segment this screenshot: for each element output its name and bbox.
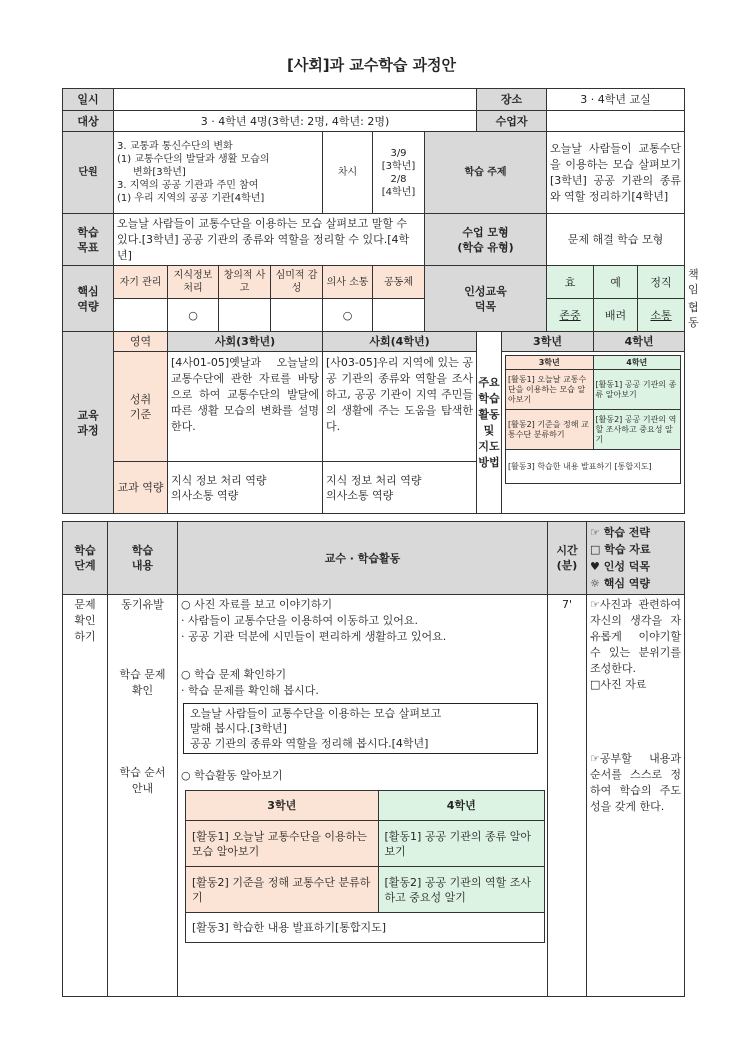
- competency-item: 창의적 사고: [219, 266, 271, 299]
- main-label-char: 학습: [478, 391, 500, 405]
- subject-competency-line: 의사소통 역량: [171, 488, 239, 502]
- stage-header: [63, 522, 108, 595]
- character-virtue-label: [425, 266, 547, 332]
- standard-grade3: [4사01-05]옛날과 오늘날의 교통수단에 관한 자료를 바탕으로 하여 교통수단의 발달에 따른 생활 모습의 변화를 설명한다.: [168, 352, 323, 462]
- competency-label-line: 역량: [77, 299, 99, 313]
- period-line: [3학년]: [381, 160, 416, 172]
- time-header: [548, 522, 587, 595]
- order-activity3: [활동3] 학습한 내용 발표하기[통합지도]: [186, 913, 545, 943]
- teacher-value: [547, 111, 685, 132]
- activity-order-table: [185, 790, 545, 943]
- virtue-label-line: 인성교육: [464, 284, 507, 298]
- unit-content: [114, 132, 323, 214]
- content-problem: 학습 문제: [119, 668, 166, 681]
- goal-label-line: 학습: [77, 225, 99, 239]
- main-label-char: 및: [483, 423, 495, 437]
- competency-label: [63, 266, 114, 332]
- legend-virtue: ♥ 인성 덕목: [590, 560, 651, 573]
- time-cell: 7': [548, 595, 587, 997]
- model-label-line: 수업 모형: [462, 225, 509, 239]
- date-value: [114, 89, 477, 111]
- model-value: 문제 해결 학습 모형: [547, 214, 685, 266]
- place-label: 장소: [477, 89, 547, 111]
- competency-mark: [373, 299, 425, 332]
- page-title: [사회]과 교수학습 과정안: [286, 56, 457, 74]
- theme-value: 오늘날 사람들이 교통수단을 이용하는 모습 살펴보기[3학년] 공공 기관의 종류와 역할 정리하기[4학년]: [547, 132, 685, 214]
- goal-label-line: 목표: [77, 240, 99, 254]
- legend-strategy: ☞ 학습 전략: [590, 526, 651, 539]
- virtue-item: 배려: [594, 299, 638, 332]
- mini-grade4-activity1: [활동1] 공공 기관의 종류 알아보기: [593, 370, 681, 410]
- competency-item: 심미적 감성: [271, 266, 323, 299]
- theme-label: 학습 주제: [425, 132, 547, 214]
- legend-competency: ☼ 핵심 역량: [590, 577, 651, 590]
- stage-header-line: 학습: [74, 544, 96, 557]
- competency-mark: ○: [168, 299, 219, 332]
- order-grade4-activity2: [활동2] 공공 기관의 역할 조사하고 중요성 알기: [378, 867, 545, 913]
- order-grade3-activity2: [활동2] 기준을 정해 교통수단 분류하기: [186, 867, 379, 913]
- time-header-line: (분): [556, 559, 578, 572]
- activity-line: · 사람들이 교통수단을 이용하여 이동하고 있어요.: [181, 614, 418, 627]
- place-value: 3 · 4학년 교실: [547, 89, 685, 111]
- legend-material: □ 학습 자료: [590, 543, 651, 556]
- activity-summary-cell: [502, 352, 685, 514]
- date-label: 일시: [63, 89, 114, 111]
- competency-label-line: 핵심: [77, 284, 99, 298]
- virtue-label-line: 덕목: [474, 299, 497, 313]
- virtue-item: 정직: [638, 266, 685, 299]
- mini-grade4-header: 4학년: [593, 356, 681, 370]
- order-grade3-header: 3학년: [186, 791, 379, 821]
- competency-item: 공동체: [373, 266, 425, 299]
- grade3-header: 3학년: [502, 332, 594, 352]
- col-grade3-header: 사회(3학년): [168, 332, 323, 352]
- subject-competency-line: 지식 정보 처리 역량: [326, 473, 422, 487]
- unit-label: 단원: [63, 132, 114, 214]
- mini-grade3-header: 3학년: [506, 356, 594, 370]
- activity-summary-table: [505, 355, 681, 484]
- content-header-line: 내용: [131, 559, 154, 572]
- order-grade4-activity1: [활동1] 공공 기관의 종류 알아보기: [378, 821, 545, 867]
- note-strategy: ☞사진과 관련하여 자신의 생각을 자유롭게 이야기할 수 있는 분위기를 조성한다.: [590, 598, 681, 675]
- note-strategy: ☞공부할 내용과 순서를 스스로 정하여 학습의 주도성을 갖게 한다.: [590, 752, 681, 813]
- activity-header: 교수 · 학습활동: [178, 522, 548, 595]
- teacher-label: 수업자: [477, 111, 547, 132]
- content-motivation: 동기유발: [121, 598, 164, 611]
- period-label: 차시: [323, 132, 373, 214]
- subject-competency-line: 지식 정보 처리 역량: [171, 473, 267, 487]
- main-activity-label: [477, 332, 502, 514]
- mini-grade4-activity2: [활동2] 공공 기관의 역할 조사하고 중요성 알기: [593, 410, 681, 450]
- period-line: 2/8: [390, 173, 407, 185]
- process-label-line: 과정: [77, 423, 99, 437]
- stage-line: 확인: [74, 614, 96, 627]
- stage-line: 하기: [74, 630, 96, 643]
- unit-line: 3. 지역의 공공 기관과 주민 참여: [117, 180, 259, 191]
- virtue-item-selected: 존중: [547, 299, 594, 332]
- stage-line: 문제: [74, 598, 96, 611]
- competency-item: 의사 소통: [323, 266, 373, 299]
- mini-grade3-activity1: [활동1] 오늘날 교통수단을 이용하는 모습 알아보기: [506, 370, 594, 410]
- stage-cell: [63, 595, 108, 997]
- activity-line: · 학습 문제를 확인해 봅시다.: [181, 684, 319, 697]
- standard-label-line: 기준: [129, 407, 152, 421]
- target-label: 대상: [63, 111, 114, 132]
- virtue-item: 예: [594, 266, 638, 299]
- subject-competency-grade4: [323, 462, 477, 514]
- problem-line: 공공 기관의 종류와 역할을 정리해 봅시다.[4학년]: [190, 737, 429, 750]
- area-label: 영역: [114, 332, 168, 352]
- process-label-line: 교육: [77, 408, 99, 422]
- activity-line: ○ 학습활동 알아보기: [181, 769, 283, 782]
- unit-line: (1) 교통수단의 발달과 생활 모습의: [117, 154, 270, 165]
- col-grade4-header: 사회(4학년): [323, 332, 477, 352]
- period-value: [373, 132, 425, 214]
- goal-label: [63, 214, 114, 266]
- goal-text: 오늘날 사람들이 교통수단을 이용하는 모습 살펴보고 말할 수 있다.[3학년] 공공 기관의 종류와 역할을 정리할 수 있다.[4학년]: [114, 214, 425, 266]
- order-grade3-activity1: [활동1] 오늘날 교통수단을 이용하는 모습 알아보기: [186, 821, 379, 867]
- problem-box: [183, 703, 538, 754]
- teaching-activity-table: [62, 521, 685, 997]
- activity-line: ○ 사진 자료를 보고 이야기하기: [181, 598, 333, 611]
- period-line: [4학년]: [381, 186, 416, 198]
- legend-header: [587, 522, 685, 595]
- main-label-char: 활동: [478, 407, 500, 421]
- standard-label-line: 성취: [129, 392, 152, 406]
- lesson-overview-table: 일시 장소 3 · 4학년 교실 대상 3 · 4학년 4명(3학년: 2명, 4학년: 2명) 수업자 단원 3. 교통과 통신수단의 변화 (1) 교통수단의 발달과 생활 모습의 변화[3학년] 3. 지역의 공공 기관과 주민 참여 (1) 우리 지역의 공공 기관[4학년] 차시 3/9 [3학년] 2/8 [4학년] 학습 주제 오늘날 사람들이 교통수단을 이용하는 모습 살펴보기[3학년] 공공 기관의 종류와 역할 정리하기[4학년] 학습 목표 오늘날 사람들이 교통수단을 이용하는 모습 살펴보고 말할 수 있다.[3학년] 공공 기관의 종류와 역할을 정리할 수 있다.[4학년] 수업 모형 (학습 유형) 문제 해결 학습 모형 핵심 역량 자기 관리 지식정보 처리 창의적 사고 심미적 감성 의사 소통 공동체 인성교육 덕목 효 예 정직 책임 ○ ○ 존중 배려 소통 협동 교육 과정 영역 사회(3학년) 사회(4학년) 주요 학습 활동 및 지도 방법 3학년 4학년 성취 기준 [4사01-05]옛날과 오늘날의 교통수단에 관한 자료를 바탕으로 하여 교통수단의 발달에 따른 생활 모습의 변화를 설명한다. [사03-05]우리 지역에 있는 공공 기관의 종류와 역할을 조사하고, 공공 기관이 지역 주민들의 생활에 주는 도움을 탐색한다. 3학년 4학년 [활동1] 오늘날 교통수단을 이용하는 모습 알아보기 [활동1] 공공 기관의 종류 알아보기 [활동2] 기준을 정해 교통수단 분류하기 [활동2] 공공 기관의 역할 조사하고 중요성 알기 [활동3] 학습한 내용 발표하기 [통합지도] 교과 역량 지식 정보 처리 역량 의사소통 역량 지식 정보 처리 역량 의사소통 역량: [62, 88, 685, 514]
- notes-cell: [587, 595, 685, 997]
- content-header: [108, 522, 178, 595]
- time-header-line: 시간: [556, 544, 578, 557]
- target-value: 3 · 4학년 4명(3학년: 2명, 4학년: 2명): [114, 111, 477, 132]
- mini-grade3-activity2: [활동2] 기준을 정해 교통수단 분류하기: [506, 410, 594, 450]
- competency-item: 지식정보 처리: [168, 266, 219, 299]
- activity-line: · 공공 기관 덕분에 시민들이 편리하게 생활하고 있어요.: [181, 630, 447, 643]
- model-label-line: (학습 유형): [457, 240, 514, 254]
- virtue-item-selected: 소통: [638, 299, 685, 332]
- problem-line: 말해 봅시다.[3학년]: [190, 722, 287, 735]
- standard-grade4: [사03-05]우리 지역에 있는 공공 기관의 종류와 역할을 조사하고, 공공 기관이 지역 주민들의 생활에 주는 도움을 탐색한다.: [323, 352, 477, 462]
- subject-competency-line: 의사소통 역량: [326, 488, 394, 502]
- stage-header-line: 단계: [74, 559, 96, 572]
- main-label-char: 주요: [478, 375, 500, 389]
- competency-item: 자기 관리: [114, 266, 168, 299]
- period-line: 3/9: [390, 147, 407, 159]
- grade4-header: 4학년: [594, 332, 685, 352]
- main-label-char: 지도: [478, 439, 500, 453]
- process-label: [63, 332, 114, 514]
- competency-mark: [114, 299, 168, 332]
- virtue-item: 효: [547, 266, 594, 299]
- standard-label: [114, 352, 168, 462]
- subject-competency-grade3: [168, 462, 323, 514]
- unit-line: (1) 우리 지역의 공공 기관[4학년]: [117, 193, 265, 204]
- mini-activity3: [활동3] 학습한 내용 발표하기 [통합지도]: [506, 450, 681, 484]
- unit-line: 변화[3학년]: [133, 167, 186, 178]
- content-problem: 확인: [131, 684, 154, 697]
- competency-mark: [219, 299, 271, 332]
- competency-mark: ○: [323, 299, 373, 332]
- content-header-line: 학습: [131, 544, 154, 557]
- activity-cell: [178, 595, 548, 997]
- activity-line: ○ 학습 문제 확인하기: [181, 668, 287, 681]
- order-grade4-header: 4학년: [378, 791, 545, 821]
- note-material: □사진 자료: [590, 678, 647, 691]
- competency-mark: [271, 299, 323, 332]
- problem-line: 오늘날 사람들이 교통수단을 이용하는 모습 살펴보고: [190, 707, 442, 720]
- content-cell: [108, 595, 178, 997]
- unit-line: 3. 교통과 통신수단의 변화: [117, 141, 233, 152]
- subject-competency-label: 교과 역량: [114, 462, 168, 514]
- content-order: 안내: [131, 782, 154, 795]
- model-label: [425, 214, 547, 266]
- content-order: 학습 순서: [119, 766, 166, 779]
- main-label-char: 방법: [478, 455, 500, 469]
